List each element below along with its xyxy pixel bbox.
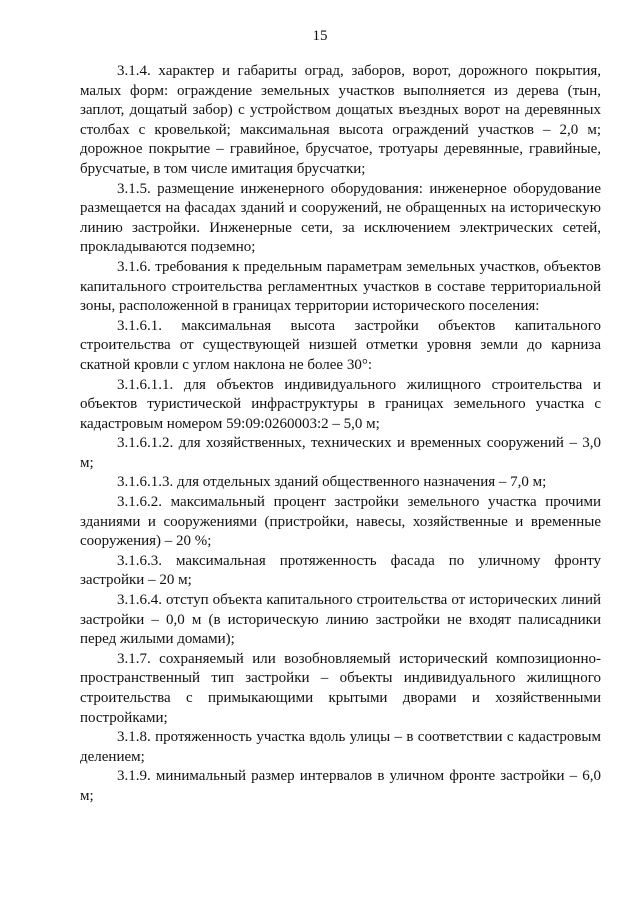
page-number: 15 <box>312 28 328 44</box>
paragraph-3-1-5: 3.1.5. размещение инженерного оборудования: инженерное оборудование размещается на фасадах зданий и сооружений, не обращенных на историческую линию застройки. Инженерные сети, за исключением электрических сетей, прокладываются подземно; <box>80 180 601 256</box>
paragraph-3-1-6-4: 3.1.6.4. отступ объекта капитального строительства от исторических линий застройки – 0,0 м (в историческую линию застройки не входят палисадники перед жилыми домами); <box>80 592 601 648</box>
paragraph-3-1-6-1: 3.1.6.1. максимальная высота застройки объектов капитального строительства от существующей низшей отметки уровня земли до карниза скатной кровли с углом наклона не более 30°: <box>80 317 601 373</box>
paragraph-3-1-9: 3.1.9. минимальный размер интервалов в уличном фронте застройки – 6,0 м; <box>80 768 601 804</box>
paragraph-3-1-7: 3.1.7. сохраняемый или возобновляемый исторический композиционно-пространственный тип застройки – объекты индивидуального жилищного строительства с примыкающими крытыми дворами и хозяйственными постройками; <box>80 650 601 726</box>
paragraph-3-1-4: 3.1.4. характер и габариты оград, заборов, ворот, дорожного покрытия, малых форм: ограждение земельных участков выполняется из дерева (тын, заплот, дощатый забор) с устройством дощатых въездных ворот на деревянных столбах с кровелькой; максимальная высота ограждений участков – 2,0 м; дорожное покрытие – гравийное, брусчатое, тротуары деревянные, гравийные, брусчатые, в том числе имитация брусчатки; <box>80 63 601 177</box>
paragraph-3-1-6: 3.1.6. требования к предельным параметрам земельных участков, объектов капитального строительства регламентных участков в составе территориальной зоны, расположенной в границах территории исторического поселения: <box>80 258 601 315</box>
paragraph-3-1-8: 3.1.8. протяженность участка вдоль улицы – в соответствии с кадастровым делением; <box>80 729 601 765</box>
paragraph-3-1-6-1-1: 3.1.6.1.1. для объектов индивидуального жилищного строительства и объектов туристической инфраструктуры в границах земельного участка с кадастровым номером 59:09:0260003:2 – 5,0 м; <box>80 376 601 432</box>
paragraph-3-1-6-3: 3.1.6.3. максимальная протяженность фасада по уличному фронту застройки – 20 м; <box>80 552 601 589</box>
document-body <box>80 62 601 807</box>
paragraph-3-1-6-2: 3.1.6.2. максимальный процент застройки земельного участка прочими зданиями и сооружениями (пристройки, навесы, хозяйственные и временные сооружения) – 20 %; <box>80 494 601 550</box>
paragraph-3-1-6-1-3: 3.1.6.1.3. для отдельных зданий общественного назначения – 7,0 м; <box>117 474 547 491</box>
paragraph-3-1-6-1-2: 3.1.6.1.2. для хозяйственных, технических и временных сооружений – 3,0 м; <box>80 435 601 471</box>
